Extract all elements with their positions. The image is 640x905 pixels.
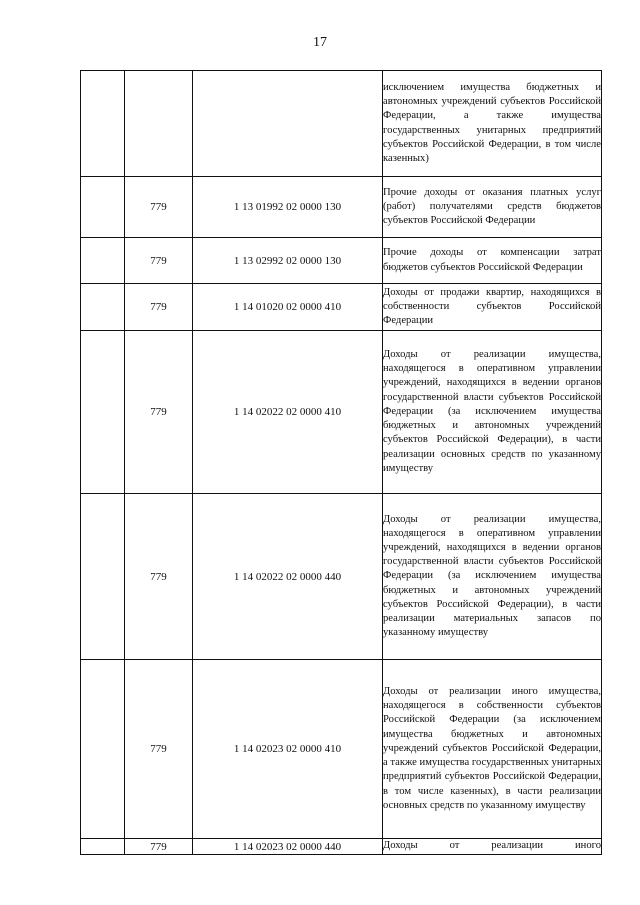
kbk-code-cell: 1 14 02022 02 0000 410	[193, 331, 383, 494]
revenue-codes-table	[80, 70, 602, 855]
blank-cell	[81, 177, 125, 238]
admin-code-cell: 779	[125, 238, 193, 284]
blank-cell	[81, 284, 125, 331]
admin-code-cell: 779	[125, 494, 193, 660]
description-cell: Доходы от реализации иного имущества, находящегося в собственности субъектов Российской Федерации (за исключением имущества бюджетных и автономных учреждений субъектов Российской Федерации, а также имущества государственных унитарных предприятий субъектов Российской Федерации, в том числе казенных), в части реализации основных средств по указанному имуществу	[383, 660, 602, 839]
table-row	[81, 660, 602, 839]
page-number: 17	[313, 35, 327, 50]
kbk-code-cell: 1 14 02023 02 0000 440	[193, 839, 383, 855]
table-row	[81, 177, 602, 238]
table-row	[81, 71, 602, 177]
admin-code-cell: 779	[125, 331, 193, 494]
blank-cell	[81, 238, 125, 284]
admin-code-cell: 779	[125, 839, 193, 855]
table-row	[81, 238, 602, 284]
kbk-code-cell: 1 14 02022 02 0000 440	[193, 494, 383, 660]
kbk-code-cell: 1 14 02023 02 0000 410	[193, 660, 383, 839]
blank-cell	[81, 660, 125, 839]
description-cell: Доходы от реализации имущества, находящегося в оперативном управлении учреждений, находящихся в ведении органов государственной власти субъектов Российской Федерации (за исключением имущества бюджетных и автономных учреждений субъектов Российской Федерации), в части реализации основных средств по указанному имуществу	[383, 331, 602, 494]
kbk-code-cell: 1 14 01020 02 0000 410	[193, 284, 383, 331]
blank-cell	[81, 331, 125, 494]
admin-code-cell: 779	[125, 177, 193, 238]
table-row	[81, 494, 602, 660]
kbk-code-cell	[193, 71, 383, 177]
description-cell: Доходы от реализации иного	[383, 839, 602, 855]
description-cell: Прочие доходы от оказания платных услуг (работ) получателями средств бюджетов субъектов Российской Федерации	[383, 177, 602, 238]
kbk-code-cell: 1 13 01992 02 0000 130	[193, 177, 383, 238]
description-cell: Прочие доходы от компенсации затрат бюджетов субъектов Российской Федерации	[383, 238, 602, 284]
description-cell: Доходы от реализации имущества, находящегося в оперативном управлении учреждений, находящихся в ведении органов государственной власти субъектов Российской Федерации (за исключением имущества бюджетных и автономных учреждений субъектов Российской Федерации), в части реализации материальных запасов по указанному имуществу	[383, 494, 602, 660]
table-row	[81, 331, 602, 494]
description-cell: исключением имущества бюджетных и автономных учреждений субъектов Российской Федерации, а также имущества государственных унитарных предприятий субъектов Российской Федерации, в том числе казенных)	[383, 71, 602, 177]
table-row	[81, 839, 602, 855]
blank-cell	[81, 71, 125, 177]
admin-code-cell: 779	[125, 660, 193, 839]
blank-cell	[81, 494, 125, 660]
description-cell: Доходы от продажи квартир, находящихся в собственности субъектов Российской Федерации	[383, 284, 602, 331]
admin-code-cell: 779	[125, 284, 193, 331]
blank-cell	[81, 839, 125, 855]
table-row	[81, 284, 602, 331]
kbk-code-cell: 1 13 02992 02 0000 130	[193, 238, 383, 284]
admin-code-cell	[125, 71, 193, 177]
